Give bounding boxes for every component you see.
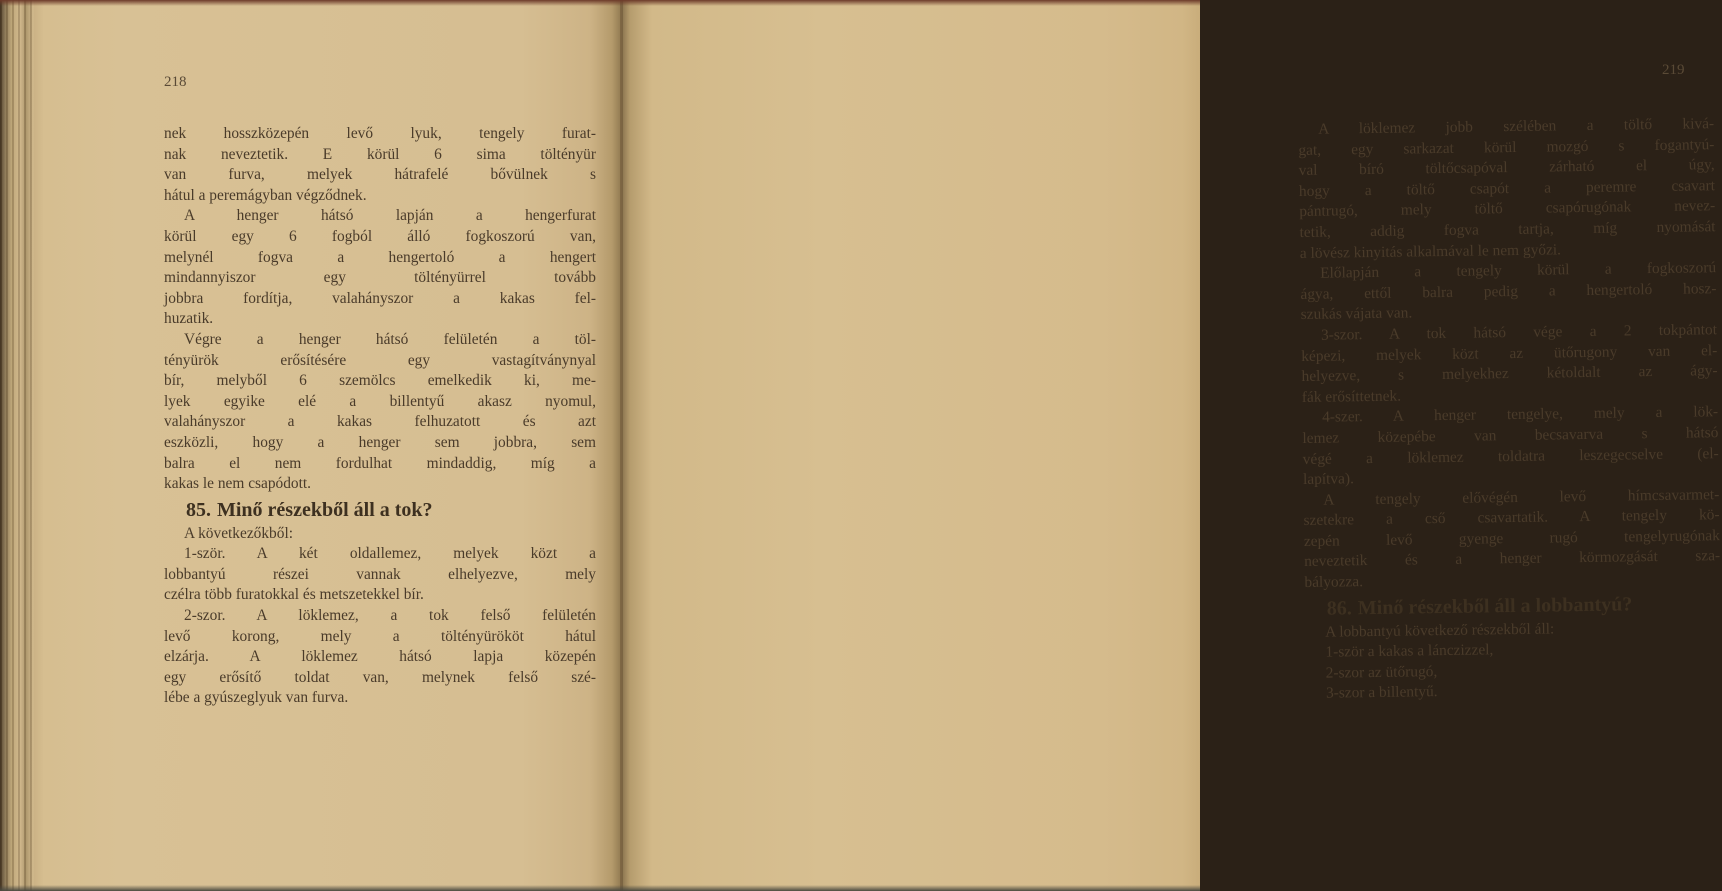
text-line: jobbra fordítja, valahányszor a kakas fel- (164, 289, 596, 307)
text-line: eszközli, hogy a henger sem jobbra, sem (164, 433, 596, 451)
text-line: mindannyiszor egy töltényürrel tovább (164, 269, 596, 287)
text-line: pántrugó, mely töltő csapórugónak nevez- (1299, 197, 1716, 221)
text-line: lapítva). (1302, 470, 1354, 489)
paragraph (164, 330, 596, 495)
text-line: ágya, ettől balra pedig a hengertoló hosz- (1300, 279, 1717, 303)
text-line: levő korong, mely a töltényürököt hátul (164, 627, 596, 645)
text-line: lyek egyike elé a billentyű akasz nyomul, (164, 392, 596, 410)
paragraph (1302, 402, 1719, 490)
right-page-text (1298, 114, 1722, 705)
section-number: 86. (1326, 596, 1352, 620)
text-line: tényürök erősítésére egy vastagítványnyal (164, 351, 596, 369)
page-number: 219 (1662, 62, 1685, 78)
text-line: a lövész kinyitás alkalmával le nem győzi. (1299, 240, 1562, 262)
text-line: képezi, melyek közt az ütőrugony van el- (1301, 341, 1718, 365)
paragraph (1303, 485, 1720, 594)
text-line: gat, egy sarkazat körül mozgó s fogantyú- (1298, 135, 1715, 159)
text-line: A löklemez jobb szélében a töltő kivá- (1318, 115, 1715, 138)
text-line: 2-szor. A löklemez, a tok felső felületén (184, 607, 596, 625)
page-edges (0, 0, 34, 891)
section-title: Minő részekből áll a lobbantyú? (1357, 593, 1633, 619)
page-number: 218 (164, 74, 187, 90)
paragraph (164, 544, 596, 606)
paragraph (1298, 114, 1716, 264)
text-line: lébe a gyúszeglyuk van furva. (164, 689, 349, 707)
text-line: Végre a henger hátsó felületén a töl- (184, 330, 596, 348)
text-line: tetik, addig fogva tartja, míg nyomását (1299, 218, 1716, 241)
text-line: 3-szor. A tok hátsó vége a 2 tokpántot (1320, 321, 1718, 344)
text-line: kakas le nem csapódott. (164, 475, 312, 493)
left-page-text (164, 124, 596, 709)
text-line: hogy a töltő csapót a peremre csavart (1298, 176, 1716, 200)
text-line: 4-szer. A henger tengelye, mely a lök- (1322, 403, 1719, 427)
text-line: czélra több furatokkal és metszetekkel bír. (164, 586, 424, 604)
text-line: van furva, melyek hátrafelé bővülnek s (164, 166, 596, 184)
text-line: fák erősíttetnek. (1301, 387, 1402, 406)
section-title: Minő részekből áll a tok? (217, 498, 433, 521)
text-line: szukás vájata van. (1300, 304, 1413, 324)
text-line: lobbantyú részei vannak elhelyezve, mely (164, 565, 596, 583)
section-heading (164, 497, 596, 523)
text-line: A következőkből: (184, 524, 293, 542)
text-line: zepén levő gyenge rugó tengelyrugónak (1303, 527, 1720, 550)
list-item: 3-szor a billentyű. (1325, 683, 1438, 703)
text-line: egy erősítő toldat van, melynek felső szé- (164, 668, 596, 686)
list-item: 1-ször a kakas a lánczizzel, (1325, 641, 1494, 661)
paragraph (164, 124, 596, 206)
text-line: végé a löklemez toldatra leszegecselve (el- (1302, 444, 1719, 468)
list-item: 2-szor az ütőrugó, (1325, 662, 1438, 682)
text-line: bír, melyből 6 szemölcs emelkedik ki, me- (164, 372, 596, 390)
paragraph (164, 524, 596, 545)
paragraph (1301, 320, 1718, 408)
paragraph (164, 206, 596, 330)
text-line: szetekre a cső csavartatik. A tengely kö- (1303, 506, 1720, 530)
text-line: A henger hátsó lapján a hengerfurat (184, 207, 596, 225)
text-line: val bíró töltőcsapóval zárható el úgy, (1298, 156, 1715, 180)
text-line: Előlapján a tengely körül a fogkoszorú (1320, 259, 1717, 282)
top-edge (0, 0, 1200, 6)
text-line: valahányszor a kakas felhuzatott és azt (164, 413, 596, 431)
text-line: nek hosszközepén levő lyuk, tengely furat- (164, 125, 596, 142)
text-line: huzatik. (164, 310, 214, 328)
left-page (0, 0, 622, 891)
text-line: körül egy 6 fogból álló fogkoszorú van, (164, 227, 596, 245)
text-line: hátul a peremágyban végződnek. (164, 186, 367, 204)
bottom-edge (0, 885, 1200, 891)
text-line: elzárja. A löklemez hátsó lapja közepén (164, 648, 596, 666)
book-spine (620, 0, 623, 891)
text-line: neveztetik és a henger körmozgását sza- (1304, 547, 1721, 571)
paragraph (1300, 258, 1717, 326)
text-line: lemez közepébe van becsavarva s hátsó (1302, 424, 1719, 447)
text-line: melynél fogva a hengertoló a hengert (164, 248, 596, 266)
text-line: 1-ször. A két oldallemez, melyek közt a (184, 545, 596, 563)
text-line: helyezve, s melyekhez kétoldalt az ágy- (1301, 362, 1718, 386)
section-number: 85. (186, 498, 211, 521)
text-line: nak neveztetik. E körül 6 sima töltényür (164, 145, 596, 163)
text-line: A tengely elővégén levő hímcsavarmet- (1323, 485, 1720, 509)
text-line: A lobbantyú következő részekből áll: (1325, 620, 1555, 641)
text-line: bályozza. (1304, 573, 1364, 592)
right-page (622, 0, 1721, 891)
text-line: balra el nem fordulhat mindaddig, míg a (164, 454, 596, 472)
paragraph (164, 606, 596, 709)
